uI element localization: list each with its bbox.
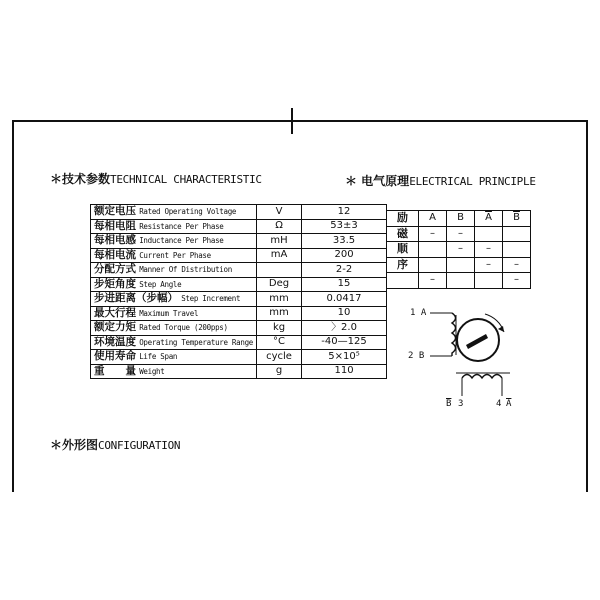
configuration-heading-en: CONFIGURATION [98, 439, 181, 452]
spec-unit: mA [257, 248, 302, 263]
spec-name-cn: 分配方式 [94, 263, 136, 276]
spec-name-en: Manner Of Distribution [139, 265, 232, 275]
sequence-row [387, 273, 531, 289]
sequence-row-label: 磁 [387, 226, 419, 242]
sequence-header-row [387, 211, 531, 227]
rotor-magnet-icon [466, 334, 488, 349]
spec-row [91, 263, 387, 278]
spec-unit [257, 263, 302, 278]
sequence-cell [447, 273, 475, 289]
sequence-header-a: A [419, 211, 447, 227]
spec-unit: Ω [257, 219, 302, 234]
spec-unit: kg [257, 321, 302, 336]
sequence-row-label [387, 273, 419, 289]
spec-value: 2-2 [302, 263, 387, 278]
configuration-heading-cn: ＊外形图 [50, 438, 99, 452]
pin-1a-label: 1 A [410, 308, 427, 318]
spec-unit: V [257, 205, 302, 220]
spec-value: 〉2.0 [302, 321, 387, 336]
spec-value: 110 [302, 364, 387, 379]
spec-name [91, 234, 257, 249]
sequence-cell [447, 257, 475, 273]
sequence-row-label: 顺 [387, 242, 419, 258]
spec-name-cn: 步进距离（步幅） [94, 292, 178, 305]
spec-name [91, 248, 257, 263]
spec-unit: cycle [257, 350, 302, 365]
spec-row [91, 306, 387, 321]
spec-name-cn: 使用寿命 [94, 350, 136, 363]
spec-value: 15 [302, 277, 387, 292]
spec-name-cn: 环境温度 [94, 335, 136, 348]
spec-row [91, 219, 387, 234]
spec-name [91, 306, 257, 321]
spec-name [91, 335, 257, 350]
sequence-cell: – [447, 226, 475, 242]
spec-row [91, 321, 387, 336]
spec-name-cn: 步矩角度 [94, 277, 136, 290]
spec-unit: Deg [257, 277, 302, 292]
spec-name-en: Step Increment [181, 294, 241, 304]
sequence-cell: – [475, 257, 503, 273]
sequence-header-b: B [447, 211, 475, 227]
coil-ba-icon [462, 375, 502, 379]
spec-unit: g [257, 364, 302, 379]
spec-unit: mm [257, 292, 302, 307]
pin-4-number: 4 [496, 399, 502, 409]
spec-value: 33.5 [302, 234, 387, 249]
spec-name [91, 277, 257, 292]
spec-name [91, 292, 257, 307]
spec-value: -40—125 [302, 335, 387, 350]
coil-ab-icon [452, 313, 456, 356]
spec-name-en: Maximum Travel [139, 308, 199, 318]
sequence-cell [475, 226, 503, 242]
spec-name-cn: 额定力矩 [94, 321, 136, 334]
electrical-heading-en: ELECTRICAL PRINCIPLE [409, 175, 536, 188]
spec-name-cn: 每相电阻 [94, 219, 136, 232]
sequence-cell [419, 257, 447, 273]
spec-name-cn: 最大行程 [94, 306, 136, 319]
technical-heading-en: TECHNICAL CHARACTERISTIC [110, 173, 262, 186]
electrical-heading [345, 172, 536, 189]
sequence-cell: – [475, 242, 503, 258]
frame-tick [291, 108, 293, 134]
spec-value: 200 [302, 248, 387, 263]
spec-row [91, 205, 387, 220]
pin-3-b-bar-label: $\overline{B}$ [446, 399, 452, 409]
spec-row [91, 292, 387, 307]
spec-name-cn: 每相电感 [94, 234, 136, 247]
spec-name [91, 219, 257, 234]
sequence-cell: – [503, 257, 531, 273]
spec-name-en: Rated Operating Voltage [139, 207, 237, 217]
frame-left-line [12, 120, 14, 492]
spec-unit: mm [257, 306, 302, 321]
spec-name-en: Current Per Phase [139, 250, 211, 260]
sequence-header-b-bar: $\overline{B}$ [503, 211, 531, 227]
spec-name-en: Weight [139, 366, 165, 376]
spec-row [91, 364, 387, 379]
spec-value: 12 [302, 205, 387, 220]
spec-name-cn: 额定电压 [94, 205, 136, 218]
electrical-heading-cn: ＊ 电气原理 [345, 174, 410, 188]
rotation-arrow-head-icon [498, 326, 504, 332]
spec-table [90, 204, 387, 379]
spec-name-en: Operating Temperature Range [139, 337, 254, 347]
spec-name-en: Life Span [139, 352, 178, 362]
spec-name [91, 263, 257, 278]
pin-3-number: 3 [458, 399, 464, 409]
spec-row [91, 248, 387, 263]
sequence-cell: – [419, 226, 447, 242]
spec-name-cn: 每相电流 [94, 248, 136, 261]
wiring-diagram [400, 300, 540, 415]
spec-value: 5×10⁵ [302, 350, 387, 365]
sequence-row [387, 242, 531, 258]
spec-row [91, 277, 387, 292]
configuration-heading [50, 436, 180, 453]
pin-2b-label: 2 B [408, 351, 425, 361]
spec-name-en: Inductance Per Phase [139, 236, 224, 246]
sequence-cell: – [503, 273, 531, 289]
frame-top-line [12, 120, 588, 122]
spec-row [91, 335, 387, 350]
frame-right-line [586, 120, 588, 492]
spec-name-en: Resistance Per Phase [139, 221, 224, 231]
sequence-cell: – [447, 242, 475, 258]
spec-row [91, 350, 387, 365]
sequence-cell [475, 273, 503, 289]
technical-heading [50, 170, 262, 187]
sequence-cell [503, 226, 531, 242]
spec-name-cn: 重 量 [94, 364, 136, 377]
sequence-row [387, 226, 531, 242]
spec-name-en: Rated Torque (200pps) [139, 323, 228, 333]
pin-4-a-bar-label: $\overline{A}$ [506, 399, 512, 409]
spec-name [91, 205, 257, 220]
spec-unit: mH [257, 234, 302, 249]
sequence-row-label: 序 [387, 257, 419, 273]
sequence-cell: – [419, 273, 447, 289]
spec-name-en: Step Angle [139, 279, 182, 289]
spec-unit: °C [257, 335, 302, 350]
sequence-row-label: 励 [387, 211, 419, 227]
sequence-row [387, 257, 531, 273]
spec-value: 10 [302, 306, 387, 321]
spec-value: 0.0417 [302, 292, 387, 307]
spec-name [91, 364, 257, 379]
sequence-cell [419, 242, 447, 258]
spec-name [91, 321, 257, 336]
sequence-header-a-bar: $\overline{A}$ [475, 211, 503, 227]
spec-value: 53±3 [302, 219, 387, 234]
sequence-cell [503, 242, 531, 258]
spec-name [91, 350, 257, 365]
excitation-sequence-table [386, 210, 531, 289]
spec-row [91, 234, 387, 249]
technical-heading-cn: ＊技术参数 [50, 172, 111, 186]
